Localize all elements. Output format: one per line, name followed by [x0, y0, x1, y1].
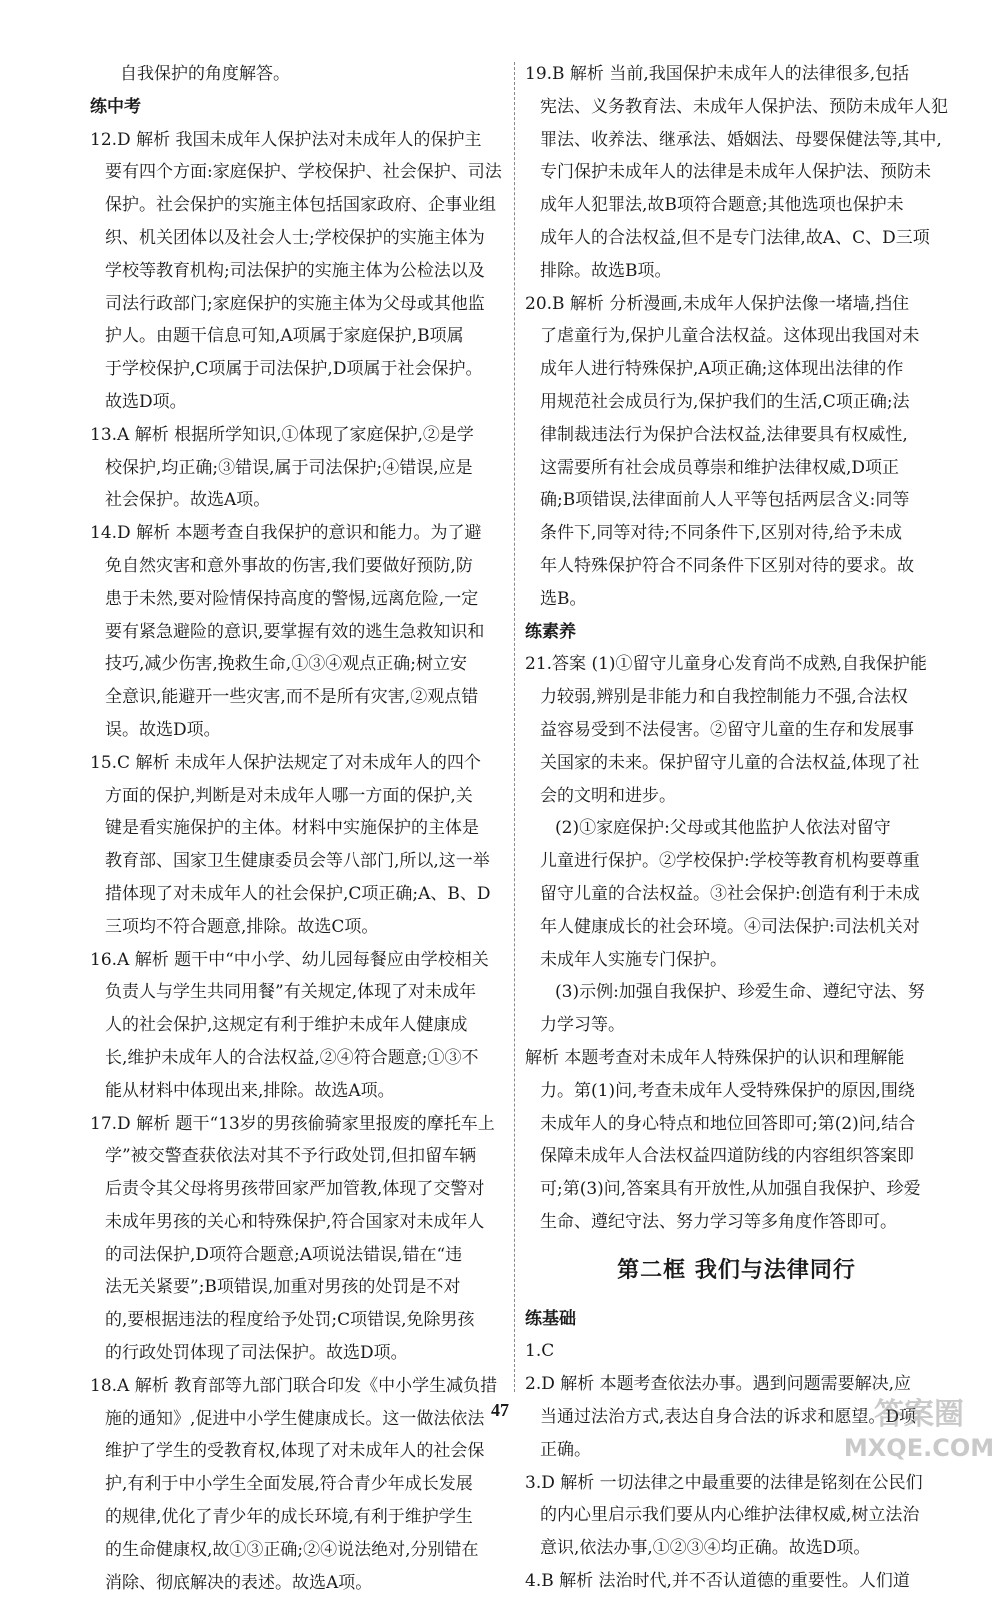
text-line: 人的社会保护,这规定有利于维护未成年人健康成: [105, 1015, 468, 1036]
text-line: 校保护,均正确;③错误,属于司法保护;④错误,应是: [105, 457, 473, 478]
text-line: 误。故选D项。: [105, 719, 221, 740]
text-line: 益容易受到不法侵害。②留守儿童的生存和发展事: [540, 719, 914, 740]
text-line: 施的通知》,促进中小学生健康成长。这一做法依法: [105, 1408, 485, 1429]
text-line: 的行政处罚体现了司法保护。故选D项。: [105, 1343, 408, 1364]
text-line: 技巧,减少伤害,挽救生命,①③④观点正确;树立安: [105, 654, 467, 675]
text-line: 4.B 解析 法治时代,并不否认道德的重要性。人们道: [525, 1571, 910, 1592]
text-line: 社会保护。故选A项。: [105, 490, 271, 511]
section-heading: 练基础: [525, 1308, 576, 1329]
text-line: 护人。由题干信息可知,A项属于家庭保护,B项属: [105, 326, 464, 347]
text-line: 当通过法治方式,表达自身合法的诉求和愿望。D项: [540, 1407, 917, 1428]
column-divider: [514, 62, 515, 1392]
text-line: 17.D 解析 题干“13岁的男孩偷骑家里报废的摩托车上: [90, 1113, 495, 1134]
text-line: 罪法、收养法、继承法、婚姻法、母婴保健法等,其中,: [540, 129, 942, 150]
text-line: 12.D 解析 我国未成年人保护法对未成年人的保护主: [90, 129, 482, 150]
section-heading: 练中考: [90, 96, 141, 117]
text-line: 18.A 解析 教育部等九部门联合印发《中小学生减负措: [90, 1375, 498, 1396]
text-line: 14.D 解析 本题考查自我保护的意识和能力。为了避: [90, 523, 482, 544]
text-line: 的,要根据违法的程度给予处罚;C项错误,免除男孩: [105, 1310, 475, 1331]
text-line: 后责令其父母将男孩带回家严加管教,体现了交警对: [105, 1179, 485, 1200]
text-line: 16.A 解析 题干中“中小学、幼儿园每餐应由学校相关: [90, 949, 489, 970]
text-line: 键是看实施保护的主体。材料中实施保护的主体是: [105, 818, 479, 839]
text-line: 15.C 解析 未成年人保护法规定了对未成年人的四个: [90, 752, 481, 773]
text-line: 的内心里启示我们要从内心维护法律权威,树立法治: [540, 1505, 920, 1526]
text-line: 用规范社会成员行为,保护我们的生活,C项正确;法: [540, 391, 910, 412]
text-line: 成年人犯罪法,故B项符合题意;其他选项也保护未: [540, 195, 904, 216]
text-line: 措体现了对未成年人的社会保护,C项正确;A、B、D: [105, 883, 491, 904]
text-line: 确;B项错误,法律面前人人平等包括两层含义:同等: [540, 490, 910, 511]
text-line: 故选D项。: [105, 391, 187, 412]
text-line: 意识,依法办事,①②③④均正确。故选D项。: [540, 1538, 871, 1559]
watermark-line1: 答案圈: [874, 1397, 964, 1432]
text-line: 成年人进行特殊保护,A项正确;这体现出法律的作: [540, 359, 904, 380]
text-line: 儿童进行保护。②学校保护:学校等教育机构要尊重: [540, 851, 920, 872]
text-line: 保障未成年人合法权益四道防线的内容组织答案即: [540, 1146, 914, 1167]
text-line: 2.D 解析 本题考查依法办事。遇到问题需要解决,应: [525, 1374, 912, 1395]
text-line: (3)示例:加强自我保护、珍爱生命、遵纪守法、努: [555, 982, 925, 1003]
text-line: 维护了学生的受教育权,体现了对未成年人的社会保: [105, 1441, 485, 1462]
text-line: 的司法保护,D项符合题意;A项说法错误,错在“违: [105, 1244, 463, 1265]
text-line: 教育部、国家卫生健康委员会等八部门,所以,这一举: [105, 851, 490, 872]
text-line: 13.A 解析 根据所学知识,①体现了家庭保护,②是学: [90, 424, 474, 445]
text-line: 全意识,能避开一些灾害,而不是所有灾害,②观点错: [105, 687, 479, 708]
text-line: 年人特殊保护符合不同条件下区别对待的要求。故: [540, 555, 914, 576]
text-line: 免自然灾害和意外事故的伤害,我们要做好预防,防: [105, 555, 473, 576]
right-column: [525, 58, 948, 1598]
text-line: 患于未然,要对险情保持高度的警惕,远离危险,一定: [105, 588, 479, 609]
watermark-line2: MXQE.COM: [844, 1434, 994, 1462]
watermark-logo: [844, 1388, 994, 1472]
text-line: 要有紧急避险的意识,要掌握有效的逃生急救知识和: [105, 621, 485, 642]
text-line: 能从材料中体现出来,排除。故选A项。: [105, 1080, 395, 1101]
text-line: 成年人的合法权益,但不是专门法律,故A、C、D三项: [540, 227, 930, 248]
text-line: 负责人与学生共同用餐”有关规定,体现了对未成年: [105, 982, 477, 1003]
text-line: 的规律,优化了青少年的成长环境,有利于维护学生: [105, 1507, 473, 1528]
text-line: 宪法、义务教育法、未成年人保护法、预防未成年人犯: [540, 96, 948, 117]
text-line: 关国家的未来。保护留守儿童的合法权益,体现了社: [540, 752, 920, 773]
text-line: 护,有利于中小学生全面发展,符合青少年成长发展: [105, 1474, 473, 1495]
text-line: 于学校保护,C项属于司法保护,D项属于社会保护。: [105, 359, 483, 380]
watermark-icon: [844, 1388, 994, 1468]
text-line: 律制裁违法行为保护合法权益,法律要具有权威性,: [540, 424, 908, 445]
text-line: 要有四个方面:家庭保护、学校保护、社会保护、司法: [105, 162, 502, 183]
text-line: 方面的保护,判断是对未成年人哪一方面的保护,关: [105, 785, 473, 806]
text-line: 1.C: [525, 1341, 555, 1362]
text-line: 长,维护未成年人的合法权益,②④符合题意;①③不: [105, 1047, 479, 1068]
text-line: 力。第(1)问,考查未成年人受特殊保护的原因,围绕: [540, 1080, 915, 1101]
text-line: 专门保护未成年人的法律是未成年人保护法、预防未: [540, 162, 931, 183]
text-line: 解析 本题考查对未成年人特殊保护的认识和理解能: [525, 1047, 905, 1068]
text-line: 司法行政部门;家庭保护的实施主体为父母或其他监: [105, 293, 485, 314]
text-line: 会的文明和进步。: [540, 785, 676, 806]
left-column: [90, 58, 505, 1599]
text-line: 三项均不符合题意,排除。故选C项。: [105, 916, 379, 937]
page-number: 47: [491, 1400, 509, 1420]
text-line: 自我保护的角度解答。: [120, 64, 290, 84]
text-line: 正确。: [540, 1439, 591, 1460]
text-line: 条件下,同等对待;不同条件下,区别对待,给予未成: [540, 523, 902, 544]
text-line: 选B。: [540, 588, 587, 609]
text-line: 未成年人实施专门保护。: [540, 949, 727, 970]
text-line: 学”被交警查获依法对其不予行政处罚,但扣留车辆: [105, 1146, 477, 1167]
text-line: 了虐童行为,保护儿童合法权益。这体现出我国对未: [540, 326, 920, 347]
text-line: 保护。社会保护的实施主体包括国家政府、企事业组: [105, 195, 496, 216]
text-line: 学校等教育机构;司法保护的实施主体为公检法以及: [105, 260, 485, 281]
section-title: 第二框 我们与法律同行: [617, 1257, 856, 1283]
text-line: 力学习等。: [540, 1015, 625, 1036]
text-line: 20.B 解析 分析漫画,未成年人保护法像一堵墙,挡住: [525, 293, 910, 314]
text-line: 19.B 解析 当前,我国保护未成年人的法律很多,包括: [525, 64, 910, 84]
section-heading: 练素养: [525, 621, 576, 642]
text-line: 可;第(3)问,答案具有开放性,从加强自我保护、珍爱: [540, 1179, 921, 1200]
text-line: 生命、遵纪守法、努力学习等多角度作答即可。: [540, 1211, 897, 1232]
text-line: 未成年人的身心特点和地位回答即可;第(2)问,结合: [540, 1113, 916, 1134]
text-line: 法无关紧要”;B项错误,加重对男孩的处罚是不对: [105, 1277, 461, 1298]
text-line: 21.答案 (1)①留守儿童身心发育尚不成熟,自我保护能: [525, 654, 927, 675]
text-line: 留守儿童的合法权益。③社会保护:创造有利于未成: [540, 883, 920, 904]
text-line: 年人健康成长的社会环境。④司法保护:司法机关对: [540, 916, 920, 937]
text-line: 排除。故选B项。: [540, 260, 672, 281]
text-line: 这需要所有社会成员尊崇和维护法律权威,D项正: [540, 457, 900, 478]
text-line: 3.D 解析 一切法律之中最重要的法律是铭刻在公民们: [525, 1472, 923, 1493]
text-line: 的生命健康权,故①③正确;②④说法绝对,分别错在: [105, 1539, 479, 1560]
text-line: 消除、彻底解决的表述。故选A项。: [105, 1572, 373, 1593]
text-line: 未成年男孩的关心和特殊保护,符合国家对未成年人: [105, 1211, 485, 1232]
text-line: 力较弱,辨别是非能力和自我控制能力不强,合法权: [540, 687, 908, 708]
text-line: 织、机关团体以及社会人士;学校保护的实施主体为: [105, 227, 485, 248]
text-line: (2)①家庭保护:父母或其他监护人依法对留守: [555, 818, 891, 839]
